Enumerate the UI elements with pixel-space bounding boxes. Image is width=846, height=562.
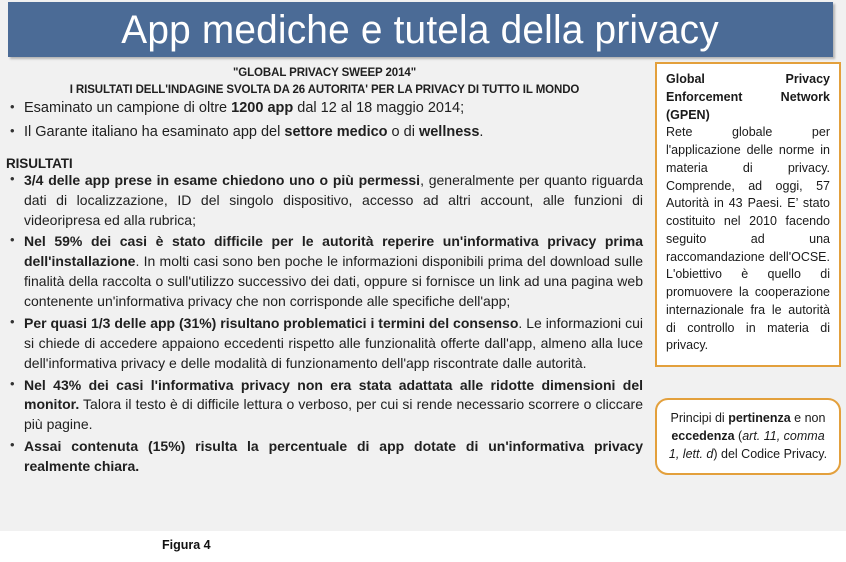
intro-bullet-2-bold-2: wellness: [418, 124, 480, 141]
principi-part-1: Principi di: [670, 411, 729, 425]
slide-title-banner: [8, 2, 833, 57]
result-2-rest: . In molti casi sono ben poche le informazioni disponibili prima del download sulle finalità della raccolta o sull'utilizzo successivo dei dati, oppure si fornisce un link ad una pagina web contenente un'informativa privacy che non corrisponde alle specifiche dell'app;: [24, 253, 643, 310]
list-item: [6, 122, 643, 144]
results-heading: RISULTATI: [6, 155, 73, 171]
page-title: App mediche e tutela della privacy: [121, 7, 720, 52]
intro-bullet-1-post: dal 12 al 18 maggio 2014;: [293, 100, 465, 117]
result-3-rest: . Le informazioni cui si chiede di accedere appaiono eccedenti rispetto alle funzionalità offerte dall'app, almeno alla luce dell'informativa privacy e delle modalità di funzionamento dell'app riscontrate dalle autorità.: [24, 314, 643, 371]
principi-part-2: e non: [790, 411, 826, 425]
result-1-rest: , generalmente per quanto riguarda dati di localizzazione, ID del singolo dispositivo, accesso ad altri account, alle funzioni di videoripresa ed alla rubrica;: [24, 171, 644, 228]
list-item: [6, 376, 643, 436]
principi-italic-articolo: art. 11, comma 1, lett. d: [668, 429, 825, 462]
gpen-box-body: Rete globale per l'applicazione delle norme in materia di privacy. Comprende, ad oggi, 57 Autorità in 43 Paesi. E’ stato costituito nel 2010 facendo seguito ad una raccomandazione dell'OCSE. L'obiettivo è quello di promuovere la cooperazione internazionale fra le autorità di controllo in materia di privacy.: [666, 125, 830, 353]
list-item: [6, 314, 643, 374]
intro-bullet-2-mid: o di: [387, 124, 419, 141]
intro-bullet-2-pre: Il Garante italiano ha esaminato app del: [24, 124, 285, 141]
result-2-bold: Nel 59% dei casi è stato difficile per le autorità reperire un'informativa privacy prima dell'installazione: [24, 233, 643, 270]
principi-part-4: ) del Codice Privacy.: [713, 447, 828, 462]
principi-bold-eccedenza: eccedenza: [671, 429, 735, 444]
intro-bullet-2-bold: settore medico: [284, 124, 388, 141]
gpen-box-title: Global Privacy Enforcement Network (GPEN): [666, 72, 830, 122]
side-column: [655, 62, 841, 475]
principi-info-box: [655, 398, 841, 475]
intro-bullet-list: [6, 98, 643, 144]
result-5-bold: Assai contenuta (15%) risulta la percentuale di app dotate di un'informativa privacy realmente chiara.: [24, 438, 643, 475]
list-item: [6, 232, 643, 312]
list-item: [6, 98, 643, 120]
principi-part-3: (: [734, 429, 743, 444]
intro-bullet-1-bold: 1200 app: [231, 100, 294, 117]
subtitle-line-2: I RISULTATI DELL'INDAGINE SVOLTA DA 26 AUTORITA' PER LA PRIVACY DI TUTTO IL MONDO: [69, 83, 580, 96]
gpen-info-box: [655, 62, 841, 367]
list-item: [6, 437, 643, 477]
result-4-rest: Talora il testo è di difficile lettura o verboso, per cui si rende necessario scorrere o cliccare più pagine.: [24, 396, 643, 433]
intro-bullet-1-pre: Esaminato un campione di oltre: [24, 100, 232, 117]
subtitle-line-1: "GLOBAL PRIVACY SWEEP 2014": [232, 67, 417, 79]
principi-bold-pertinenza: pertinenza: [728, 411, 791, 425]
list-item: [6, 171, 643, 231]
subtitle-block: [6, 62, 643, 98]
result-3-bold: Per quasi 1/3 delle app (31%) risultano problematici i termini del consenso: [24, 314, 519, 331]
intro-bullet-2-post: .: [479, 124, 484, 141]
result-4-bold: Nel 43% dei casi l'informativa privacy non era stata adattata alle ridotte dimensioni del monitor.: [24, 376, 643, 413]
result-1-bold: 3/4 delle app prese in esame chiedono uno o più permessi: [24, 171, 421, 188]
figure-caption: Figura 4: [162, 538, 211, 552]
results-bullet-list: [6, 171, 643, 477]
main-content-column: [6, 62, 643, 528]
